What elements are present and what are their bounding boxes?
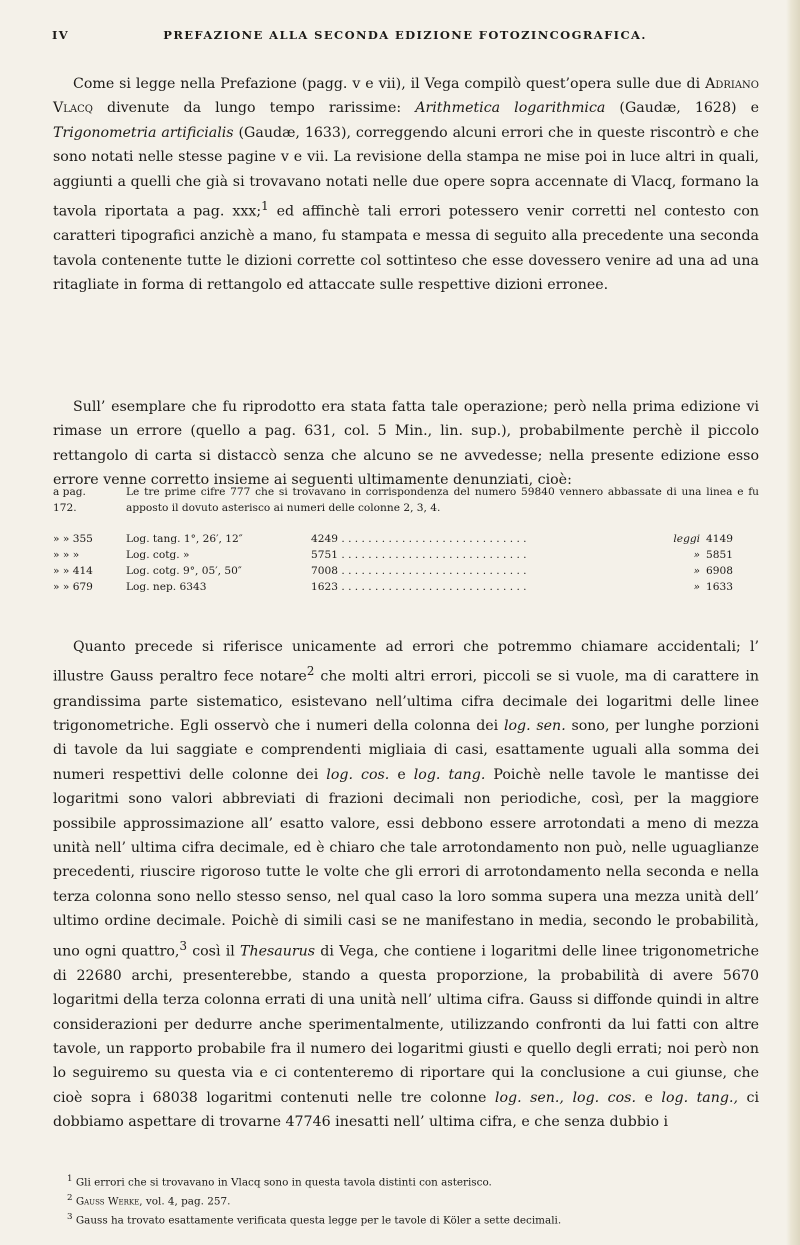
footnote-ref: 3 <box>179 938 187 953</box>
paragraph-2-text: Sull’ esemplare che fu riprodotto era stata fatta tale operazione; però nella prima edizione vi rimase un errore (quello a pag. 631, col. 5 Min., lin. sup.), probabilmente perchè il piccolo rettangolo di carta si distaccò senza che alcuno se ne avvedesse; nella presente edizione esso errore venne corretto insieme ai seguenti ultimamente denunziati, cioè: <box>53 399 759 489</box>
text-run: ci dobbiamo aspettare di trovarne 47746 inesatti nell’ ultima cifra, e che senza dubbio i <box>53 1089 760 1131</box>
paragraph-1 <box>53 72 759 297</box>
errata-row <box>53 580 759 596</box>
errata-location: a pag. 172. <box>53 486 86 514</box>
errata-description: Log. nep. 6343 <box>126 581 207 593</box>
text-run: di Vega, che contiene i logaritmi delle linee trigonometriche di 22680 archi, presenterebbe, stando a questa proporzione, la probabilità di avere 5670 logaritmi della terza colonna errati di una unità nell’ ultima cifra. Gauss si diffonde quindi in altre considerazioni per dedurre anche sperimentalmente, utilizzando confronti da lui fatti con altre tavole, un rapporto probabile fra il numero dei logaritmi giusti e quello degli errati; noi però non lo seguiremo su questa via e ci contenteremo di riportare qui la conclusione a cui giunse, che cioè sopra i 68038 logaritmi contenuti nelle tre colonne <box>53 943 759 1106</box>
footnote-1: $^1$ Gli errori che si trovavano in Vlacq sono in questa tavola distinti con asterisco. <box>67 1174 492 1189</box>
author-name: Adriano Vlacq <box>53 76 759 117</box>
footnotes <box>53 1172 759 1229</box>
emphasis: Thesaurus <box>239 943 316 960</box>
footnote-2: $^2$ Gauss Werke, vol. 4, pag. 257. <box>67 1193 231 1208</box>
text-run: e <box>635 1089 662 1106</box>
errata-wrong-value: 5751 . . . . . . . . . . . . . . . . . . . . . . . . . . . . <box>311 549 527 561</box>
errata-location: » » » <box>53 549 80 561</box>
errata-correction: leggi 4149 <box>673 533 733 545</box>
footnote-ref: 1 <box>261 199 269 214</box>
errata-row <box>53 564 759 580</box>
errata-list <box>53 485 759 596</box>
running-header <box>52 28 758 50</box>
emphasis: log. cos. <box>572 1089 636 1106</box>
errata-location: » » 355 <box>53 533 93 545</box>
errata-row <box>53 485 759 532</box>
text-run: ed affinchè tali errori potessero venir corretti nel contesto con caratteri tipografici anzichè a mano, fu stampata e messa di seguito alla precedente una seconda tavola contenente tutte le dizioni corrette col sottinteso che esse dovessero venire ad una ad una ritagliate in forma di rettangolo ed attaccate sulle respettive dizioni erronee. <box>53 203 759 293</box>
errata-correction: » 1633 <box>693 581 733 593</box>
text-run: Poichè nelle tavole le mantisse dei logaritmi sono valori abbreviati di frazioni decimali non periodiche, così, per la maggiore possibile approssimazione all’ esatto valore, essi debbono essere arrotondati a meno di mezza unità nell’ ultima cifra decimale, ed è chiaro che tale arrotondamento non può, nelle uguaglianze precedenti, riuscire rigoroso tutte le volte che gli errori di arrotondamento nella seconda e nella terza colonna sono nello stesso senso, nel qual caso la loro somma supera una mezza unità dell’ ultimo ordine decimale. Poichè di simili casi se ne manifestano in media, secondo le probabilità, uno ogni quattro, <box>53 766 759 960</box>
text-run: Come si legge nella Prefazione (pagg. v e vii), il Vega compilò quest’opera sulle due di <box>73 76 706 92</box>
emphasis: log. tang., <box>661 1089 738 1106</box>
emphasis: log. sen., <box>494 1089 564 1106</box>
text-run: sono, per lunghe porzioni di tavole da lui saggiate e comprendenti migliaia di casi, esattamente uguali alla somma dei numeri respettivi delle colonne dei <box>53 717 759 783</box>
errata-correction: » 6908 <box>693 565 733 577</box>
text-run: (Gaudæ, 1633), correggendo alcuni errori che in queste riscontrò e che sono notati nelle stesse pagine v e vii. La revisione della stampa ne mise poi in luce altri in quali, aggiunti a quelli che già si trovavano notati nelle due opere sopra accennate di Vlacq, formano la tavola riportata a pag. xxx; <box>53 124 759 220</box>
errata-row <box>53 532 759 548</box>
errata-location: » » 414 <box>53 565 93 577</box>
emphasis: log. sen. <box>503 717 566 734</box>
errata-note: Le tre prime cifre 777 che si trovavano in corrispondenza del numero 59840 vennero abbassate di una linea e fu apposto il dovuto asterisco ai numeri delle colonne 2, 3, 4. <box>126 486 759 514</box>
paragraph-2 <box>53 395 759 493</box>
work-title: Trigonometria artificialis <box>53 124 234 141</box>
paragraph-3 <box>53 635 759 1135</box>
emphasis: log. cos. <box>326 766 390 783</box>
errata-wrong-value: 7008 . . . . . . . . . . . . . . . . . . . . . . . . . . . . <box>311 565 527 577</box>
header-title: PREFAZIONE ALLA SECONDA EDIZIONE FOTOZINCOGRAFICA. <box>163 28 647 42</box>
text-run: divenute da lungo tempo rarissime: <box>92 100 416 117</box>
footnote-3: $^3$ Gauss ha trovato esattamente verificata questa legge per le tavole di Köler a sette decimali. <box>67 1212 562 1227</box>
errata-description: Log. cotg. » <box>126 549 190 561</box>
page-edge <box>786 0 800 1245</box>
errata-wrong-value: 4249 . . . . . . . . . . . . . . . . . . . . . . . . . . . . <box>311 533 527 545</box>
errata-location: » » 679 <box>53 581 93 593</box>
text-run: così il <box>186 943 240 960</box>
text-run: e <box>389 766 414 783</box>
footnote-ref: 2 <box>306 664 315 679</box>
emphasis: log. tang. <box>413 766 486 783</box>
errata-wrong-value: 1623 . . . . . . . . . . . . . . . . . . . . . . . . . . . . <box>311 581 527 593</box>
errata-row <box>53 548 759 564</box>
work-title: Arithmetica logarithmica <box>415 100 606 117</box>
errata-description: Log. tang. 1°, 26′, 12″ <box>126 533 243 545</box>
page-number: IV <box>52 28 70 42</box>
errata-description: Log. cotg. 9°, 05′, 50″ <box>126 565 242 577</box>
text-run: (Gaudæ, 1628) e <box>605 100 759 117</box>
text-run: Quanto precede si riferisce unicamente ad errori che potremmo chiamare accidentali; l’ illustre Gauss peraltro fece notare <box>53 639 759 686</box>
errata-correction: » 5851 <box>693 549 733 561</box>
text-run: che molti altri errori, piccoli se si vuole, ma di carattere in grandissima parte sistematico, esistevano nell’ultima cifra decimale dei logaritmi delle linee trigonometriche. Egli osservò che i numeri della colonna dei <box>53 669 759 734</box>
